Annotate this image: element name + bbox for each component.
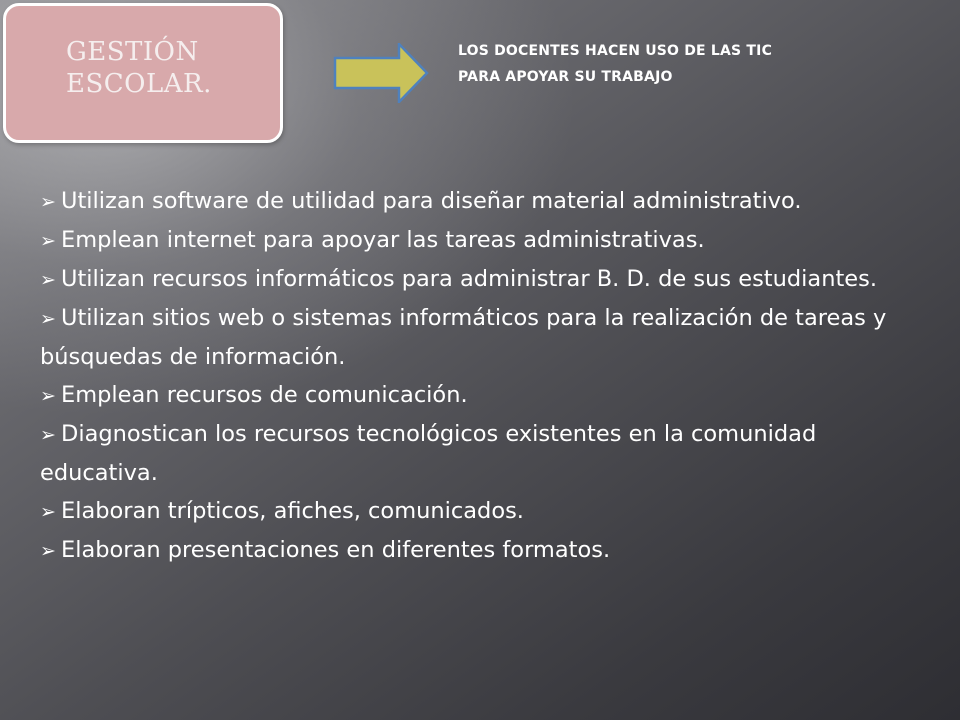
arrowhead-bullet-icon: ➢: [40, 501, 56, 523]
list-item: [40, 299, 920, 376]
arrowhead-bullet-icon: ➢: [40, 540, 56, 562]
title-badge: [3, 3, 283, 143]
list-item-text: Elaboran trípticos, afiches, comunicados.: [61, 498, 524, 524]
list-item: [40, 492, 920, 531]
list-item-text: Utilizan sitios web o sistemas informáticos para la realización de tareas y búsquedas de información.: [40, 305, 887, 370]
subtitle-line-1: LOS DOCENTES HACEN USO DE LAS TIC: [458, 43, 773, 59]
list-item: [40, 260, 920, 299]
arrowhead-bullet-icon: ➢: [40, 269, 56, 291]
arrowhead-bullet-icon: ➢: [40, 191, 56, 213]
badge-title-line-1: GESTIÓN: [66, 37, 199, 67]
arrowhead-bullet-icon: ➢: [40, 385, 56, 407]
list-item: [40, 376, 920, 415]
list-item-text: Elaboran presentaciones en diferentes formatos.: [61, 537, 611, 563]
subtitle: [458, 38, 898, 90]
list-item-text: Diagnostican los recursos tecnológicos existentes en la comunidad educativa.: [40, 421, 817, 486]
list-item: [40, 182, 920, 221]
arrowhead-bullet-icon: ➢: [40, 424, 56, 446]
list-item-text: Utilizan recursos informáticos para administrar B. D. de sus estudiantes.: [61, 266, 878, 292]
subtitle-line-2: PARA APOYAR SU TRABAJO: [458, 69, 673, 85]
badge-title-line-2: ESCOLAR.: [66, 69, 212, 99]
list-item-text: Utilizan software de utilidad para diseñar material administrativo.: [61, 188, 802, 214]
arrowhead-bullet-icon: ➢: [40, 308, 56, 330]
arrowhead-bullet-icon: ➢: [40, 230, 56, 252]
bullet-list: [40, 182, 920, 570]
list-item: [40, 221, 920, 260]
badge-title: [66, 36, 280, 100]
list-item-text: Emplean recursos de comunicación.: [61, 382, 468, 408]
list-item-text: Emplean internet para apoyar las tareas administrativas.: [61, 227, 705, 253]
list-item: [40, 531, 920, 570]
right-arrow-icon: [333, 43, 429, 103]
list-item: [40, 415, 920, 492]
